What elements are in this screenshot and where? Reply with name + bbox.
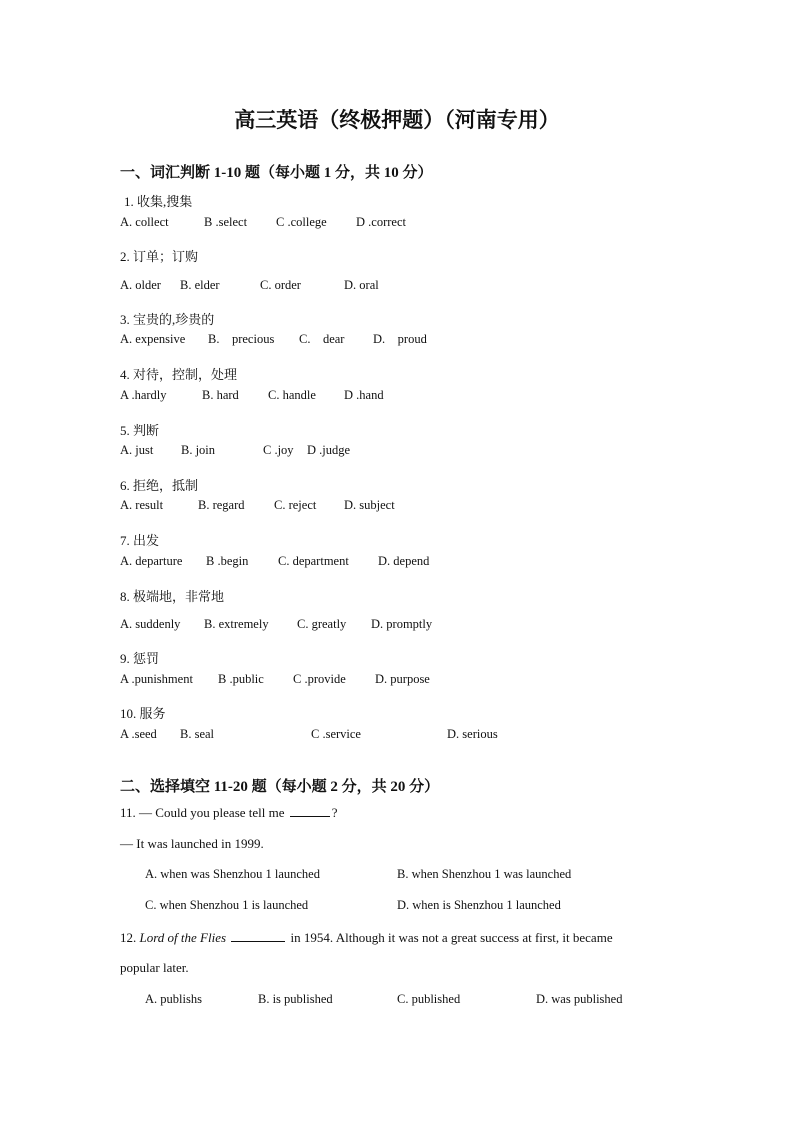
question-prompt: 8. 极端地，非常地: [120, 589, 225, 604]
option-a: A. result: [120, 498, 164, 512]
option-d: D .judge: [307, 443, 351, 457]
option-a: A. when was Shenzhou 1 launched: [145, 867, 320, 881]
option-d: D. when is Shenzhou 1 launched: [397, 898, 561, 912]
question-prompt: 5. 判断: [120, 423, 160, 438]
option-d: D. oral: [344, 278, 379, 292]
option-a: A. publishs: [145, 992, 202, 1006]
option-a: A. expensive: [120, 332, 186, 346]
option-c: C. department: [278, 554, 349, 568]
option-a: A .hardly: [120, 388, 167, 402]
question-prompt: 10. 服务: [120, 706, 166, 721]
option-d: D. promptly: [371, 617, 433, 631]
option-d: D .hand: [344, 388, 384, 402]
option-c: C .provide: [293, 672, 346, 686]
option-c: C. when Shenzhou 1 is launched: [145, 898, 309, 912]
option-c: C. order: [260, 278, 301, 292]
option-d: D. was published: [536, 992, 623, 1006]
option-b: B .public: [218, 672, 264, 686]
question-12-continuation: popular later.: [120, 960, 189, 975]
question-12-text: in 1954. Although it was not a great success at first, it became: [290, 930, 613, 945]
question-prompt: 7. 出发: [120, 533, 160, 548]
book-title: Lord of the Flies: [139, 930, 227, 945]
option-a: A. older: [120, 278, 161, 292]
section-heading-vocabulary: 一、词汇判断 1-10 题（每小题 1 分，共 10 分）: [120, 165, 433, 181]
question-12-number: 12.: [120, 930, 137, 945]
option-a: A .punishment: [120, 672, 193, 686]
option-c: C. published: [397, 992, 461, 1006]
question-12-stem: [120, 929, 613, 946]
answer-blank: [231, 929, 285, 942]
question-11-mark: ?: [331, 805, 338, 820]
option-b: B .select: [204, 215, 248, 229]
section-heading-multiple-choice: 二、选择填空 11-20 题（每小题 2 分，共 20 分）: [120, 779, 440, 795]
question-prompt: 9. 惩罚: [120, 651, 160, 666]
option-d: D. depend: [378, 554, 430, 568]
option-d: D. proud: [373, 332, 427, 346]
question-11-reply: — It was launched in 1999.: [120, 836, 264, 851]
option-d: D. subject: [344, 498, 395, 512]
option-a: A. just: [120, 443, 154, 457]
option-b: B. join: [181, 443, 216, 457]
option-a: A. suddenly: [120, 617, 181, 631]
option-b: B. extremely: [204, 617, 269, 631]
answer-blank: [290, 804, 330, 817]
page-title: 高三英语（终极押题）（河南专用）: [234, 108, 560, 132]
option-c: C. greatly: [297, 617, 347, 631]
option-b: B. elder: [180, 278, 220, 292]
option-b: B. when Shenzhou 1 was launched: [397, 867, 572, 881]
question-prompt: 6. 拒绝，抵制: [120, 478, 199, 493]
option-c: C. reject: [274, 498, 317, 512]
option-c: C. handle: [268, 388, 316, 402]
option-b: B. hard: [202, 388, 239, 402]
question-prompt: 2. 订单；订购: [120, 249, 199, 264]
question-prompt: 4. 对待，控制，处理: [120, 367, 238, 382]
option-a: A. departure: [120, 554, 183, 568]
option-a: A .seed: [120, 727, 157, 741]
option-c: C .joy: [263, 443, 294, 457]
option-b: B. precious: [208, 332, 275, 346]
question-11-stem: [120, 804, 338, 821]
option-c: C. dear: [299, 332, 345, 346]
option-c: C .service: [311, 727, 361, 741]
option-d: D. serious: [447, 727, 498, 741]
question-prompt: 3. 宝贵的,珍贵的: [120, 312, 215, 327]
question-prompt: 1. 收集,搜集: [124, 194, 193, 209]
option-c: C .college: [276, 215, 327, 229]
option-b: B. seal: [180, 727, 215, 741]
option-b: B. is published: [258, 992, 333, 1006]
option-d: D. purpose: [375, 672, 430, 686]
option-a: A. collect: [120, 215, 169, 229]
option-b: B. regard: [198, 498, 245, 512]
question-11-text: 11. — Could you please tell me: [120, 805, 285, 820]
option-d: D .correct: [356, 215, 406, 229]
option-b: B .begin: [206, 554, 249, 568]
